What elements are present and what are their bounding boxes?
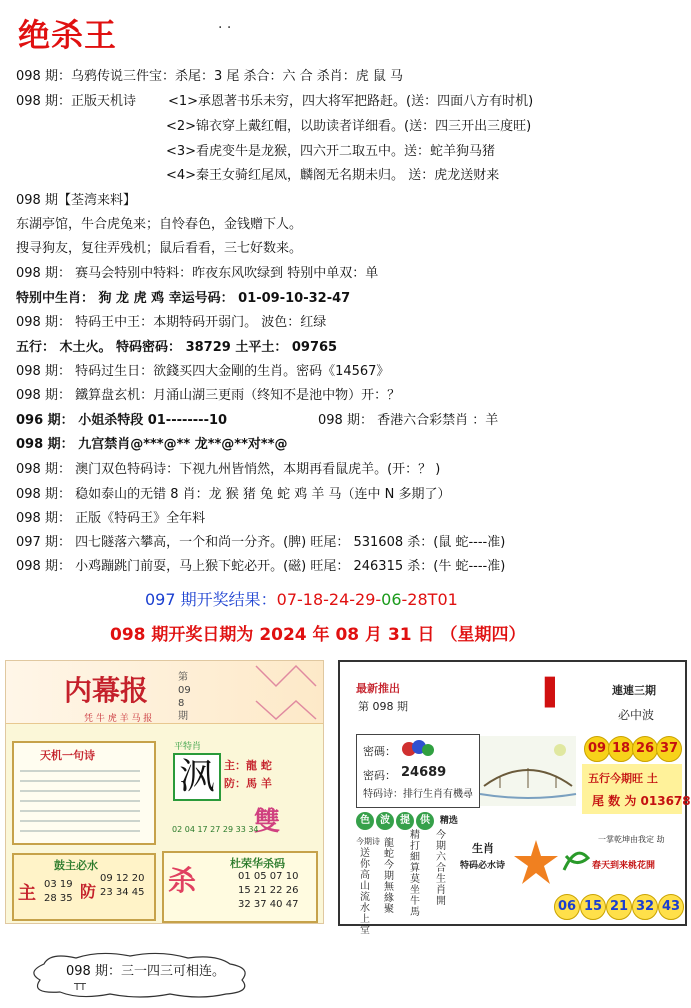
text-line: 098 期： 小鸡蹦跳门前耍，马上猴下蛇必开。(磁) 旺尾： 246315 杀：(牛 蛇----准) [16,559,506,574]
side-text-main: 主：龍 蛇 [224,759,272,772]
shengxiao-label: 生肖 [472,842,494,855]
tail-number-label: 尾 数 为 013678 [592,794,691,808]
text-line: 东湖亭馆，牛合虎兔来；自怜春色，金钱赠下人。 [16,217,303,232]
draw-date: 098 期开奖日期为 2024 年 08 月 31 日 （星期四） [110,625,526,645]
shuang-character: 雙 [254,807,281,837]
balls-graphic-icon [401,737,435,761]
text-line: 098 期： 正版《特码王》全年料 [16,511,206,526]
page-title: 绝杀王 [18,16,118,54]
left-header-title: 内幕报 [64,674,149,707]
ball-top: 09 [584,736,610,762]
left-header [6,661,323,724]
text-line: 五行： 木土火。 特码密码： 38729 土平土： 09765 [16,340,338,355]
ball-bottom: 43 [658,894,684,920]
panel-code-label: 密码： [363,769,396,782]
left-issue: 第098期 [178,672,191,722]
panel-poem: 排行生肖有機尋 [403,789,473,800]
numbers-row: 02 04 17 27 29 33 34 [172,825,259,834]
cloud-text: 098 期：三一四三可相连。 [66,964,225,979]
yellow-panel [582,764,691,814]
must-water-guard: 防 [80,882,97,901]
ball-bottom: 06 [554,894,580,920]
ribbon-icon [256,661,323,723]
must-water-n3: 09 12 20 [100,873,145,884]
text-line: 098 期：正版天机诗 [16,94,136,109]
text-line: 搜寻狗友，复往弄残机；鼠后看看，三七好数来。 [16,241,303,256]
text-line: 098 期： 香港六合彩禁肖 ：羊 [318,413,499,428]
strip-tail: 精选 [439,816,458,826]
text-line: 098 期： 赛马会特别中特料：昨夜东风吹绿到 特别中单双：单 [16,266,379,281]
must-water-n4: 23 34 45 [100,887,145,898]
text-line: <2>锦衣穿上戴红帽，以助读者详细看。(送：四三开出三度旺) [166,119,532,134]
draw-result [145,587,458,610]
column-title: 今期诗 [356,837,380,846]
big-character: 沨 [173,753,221,801]
text-line: 098 期： 澳门双色特码诗：下视九州皆悄然，本期再看鼠虎羊。(开：？ ) [16,462,441,477]
kill-row-3: 32 37 40 47 [238,899,299,910]
green-cell-label: 平特肖 [174,742,202,752]
left-newspaper-image [5,660,324,924]
bridge-scene-icon [480,736,576,806]
must-water-n1: 03 19 [44,879,73,890]
text-line: 098 期： 九宫禁肖@***@** 龙**@**对**@ [16,437,288,452]
text-line: 098 期【荃湾来料】 [16,193,136,208]
text-line: 特别中生肖： 狗 龙 虎 鸡 幸运号码： 01-09-10-32-47 [16,291,351,306]
three-periods-label: 連連三期 [612,684,656,697]
ball-bottom: 32 [632,894,658,920]
star-burst-icon [514,840,558,884]
side-text-guard: 防：馬 羊 [224,777,272,790]
right-issue: 第 098 期 [358,700,408,713]
strip-char: 色 [356,812,374,830]
text-line: <3>看虎变牛是龙猴，四六开二取五中。送：蛇羊狗马猪 [166,144,496,159]
code-panel [356,734,480,808]
text-line: 098 期：乌鸦传说三件宝：杀尾：3 尾 杀合：六 合 杀肖：虎 鼠 马 [16,69,404,84]
text-line: 098 期： 稳如泰山的无错 8 肖：龙 猴 猪 兔 蛇 鸡 羊 马（连中 N 多期了） [16,487,451,502]
must-wave-label: 必中波 [618,708,655,722]
strip-char: 波 [376,812,394,830]
special-poem-label: 特码必水诗 [460,861,506,871]
kill-box [162,851,318,923]
scribble-lines-icon [20,767,148,837]
text-line: 096 期： 小姐杀特段 01--------10 [16,413,228,428]
red-mark-icon: ▌ [545,678,565,708]
poem-column: 龍蛇今期無緣聚 [384,838,394,915]
must-water-main: 主 [18,883,36,904]
ball-top: 18 [608,736,634,762]
kill-row-1: 01 05 07 10 [238,871,299,882]
color-strip [356,812,458,830]
must-water-title: 鼓主必水 [54,859,98,872]
result-numbers-tail: -28 [401,590,428,609]
motto-line: 一掌乾坤由我定 劫 [598,835,665,844]
text-line: 098 期： 鐵算盘玄机：月涌山湖三更雨（终知不是池中物）开：？ [16,388,401,403]
kill-char: 杀 [168,864,197,897]
ball-bottom: 15 [580,894,606,920]
must-water-n2: 28 35 [44,893,73,904]
panel-poem-label: 特码诗： [363,789,403,800]
poem-column: 精打細算莫坐牛馬 [410,830,420,918]
text-line: <1>承恩著书乐未穷，四大将军把路赶。(送：四面八方有时机) [168,94,534,109]
left-header-sub: 凭 牛 虎 羊 马 报 [84,714,153,724]
latest-tag: 最新推出 [356,682,400,695]
result-green-number: 06 [381,590,402,609]
text-line: 098 期： 特码王中王：本期特码开弱门。 波色：红绿 [16,315,327,330]
result-special: T01 [427,590,458,609]
right-newspaper-image [338,660,691,936]
strip-char: 提 [396,812,414,830]
must-water-box [12,853,156,921]
motto-line-2: 春天到来桃花開 [592,861,656,871]
kill-box-title: 杜荣华杀码 [230,857,285,870]
poem-box-title: 天机一句诗 [40,749,95,762]
kill-row-2: 15 21 22 26 [238,885,299,896]
result-prefix: 097 期开奖结果： [145,590,277,609]
text-line: <4>秦王女骑红尾凤，麟阁无名期未归。 送：虎龙送财来 [166,168,500,183]
snake-icon [560,840,592,876]
ball-top: 37 [656,736,682,762]
result-numbers: 07-18-24-29- [276,590,382,609]
five-element-label: 五行今期旺 土 [588,772,658,785]
strip-char: 供 [416,812,434,830]
cloud-tail: TT [74,982,87,993]
panel-password-label: 密碼： [363,745,396,758]
ball-bottom: 21 [606,894,632,920]
ball-top: 26 [632,736,658,762]
panel-code: 24689 [401,765,447,780]
text-line: 097 期： 四七隧落六攀高，一个和尚一分齐。(脾) 旺尾： 531608 杀：(鼠 蛇----准) [16,535,506,550]
poem-column: 今期六合生肖開 [436,830,446,907]
title-dots: · · [218,20,232,36]
poem-column: 送你高山流水上堂 [360,848,370,936]
text-line: 098 期： 特码过生日：欲錢买四大金剛的生肖。密码《14567》 [16,364,390,379]
poem-box [12,741,156,845]
